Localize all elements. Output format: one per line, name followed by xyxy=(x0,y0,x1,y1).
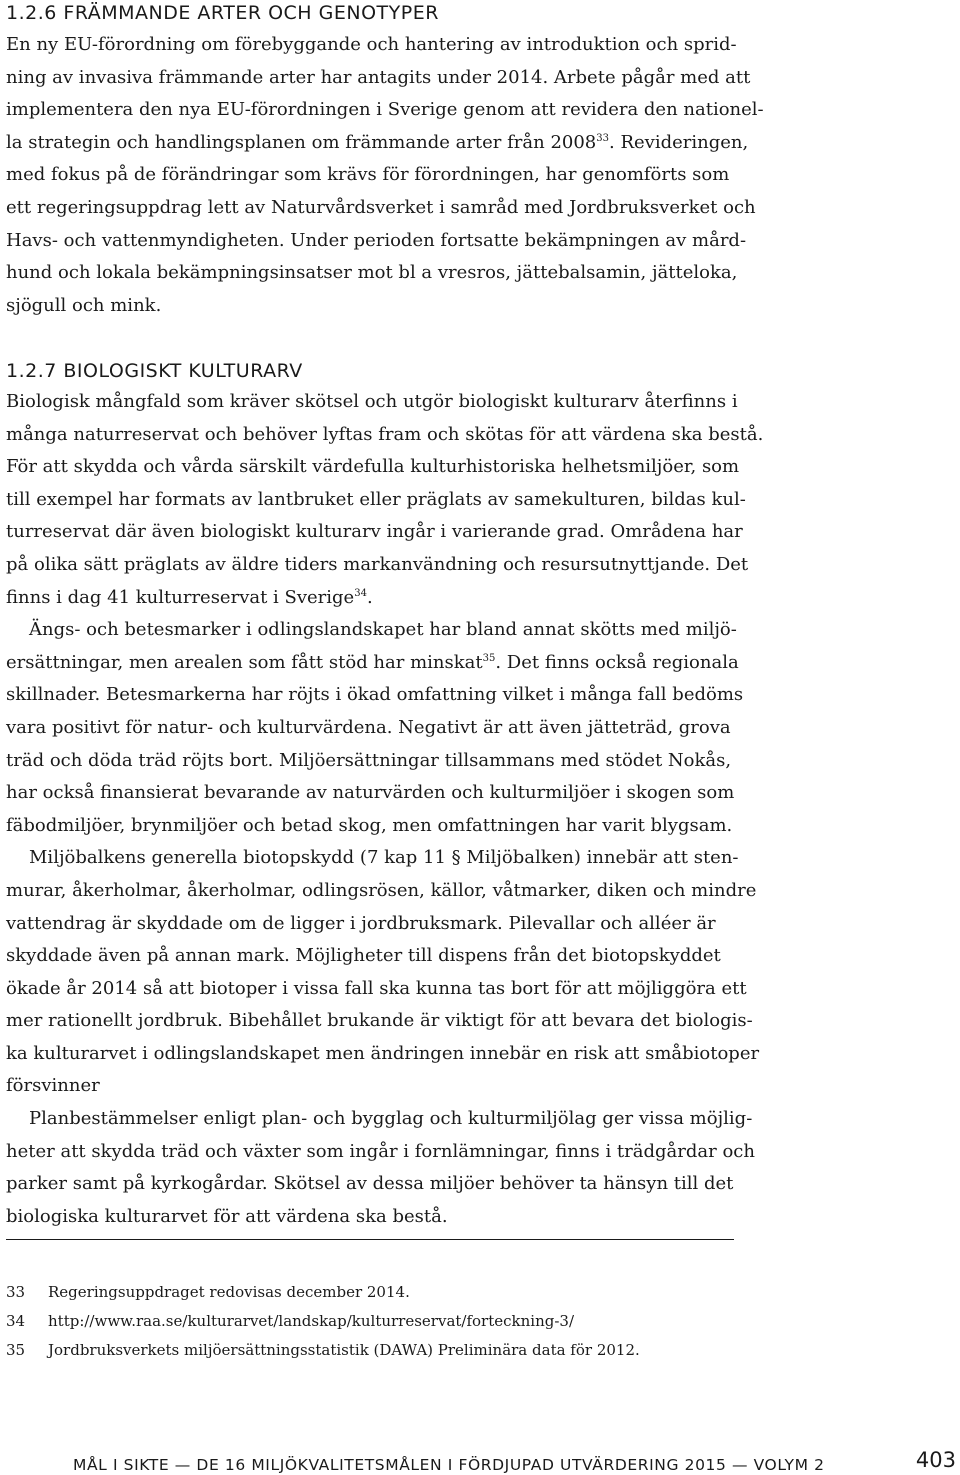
footnote-33 xyxy=(6,1278,906,1307)
text-line: finns i dag 41 kulturreservat i Sverige$^{34}$. xyxy=(6,586,373,608)
text-line: ersättningar, men arealen som fått stöd har minskat$^{35}$. Det finns också regionala xyxy=(6,651,739,673)
running-footer: MÅL I SIKTE — DE 16 MILJÖKVALITETSMÅLEN I FÖRDJUPAD UTVÄRDERING 2015 — VOLYM 2 xyxy=(73,1456,825,1474)
section-heading-biological-heritage: 1.2.7 BIOLOGISKT KULTURARV xyxy=(6,360,303,382)
footnote-link[interactable]: http://www.raa.se/kulturarvet/landskap/kulturreservat/forteckning-3/ xyxy=(48,1312,575,1330)
text-line: turreservat där även biologiskt kulturarv ingår i varierande grad. Områdena har xyxy=(6,521,743,543)
footnote-number: 33 xyxy=(6,1283,26,1301)
text-line: Miljöbalkens generella biotopskydd (7 kap 11 § Miljöbalken) innebär att sten- xyxy=(29,847,739,869)
footnote-ref-34: 34 xyxy=(354,587,367,599)
text-line: på olika sätt präglats av äldre tiders markanvändning och resursutnyttjande. Det xyxy=(6,553,749,575)
footnote-number: 34 xyxy=(6,1312,26,1330)
footnote-35 xyxy=(6,1336,906,1365)
text-line: med fokus på de förändringar som krävs för förordningen, har genomförts som xyxy=(6,164,730,186)
text-line: Biologisk mångfald som kräver skötsel och utgör biologiskt kulturarv återfinns i xyxy=(6,391,738,412)
text-line: vara positivt för natur- och kulturvärdena. Negativt är att även jätteträd, grova xyxy=(6,716,731,738)
text-line: Planbestämmelser enligt plan- och bygglag och kulturmiljölag ger vissa möjlig- xyxy=(29,1108,753,1130)
text-line: ning av invasiva främmande arter har antagits under 2014. Arbete pågår med att xyxy=(6,66,751,88)
text-line: biologiska kulturarvet för att värdena ska bestå. xyxy=(6,1205,448,1227)
text-line: mer rationellt jordbruk. Bibehållet brukande är viktigt för att bevara det biologis- xyxy=(6,1010,753,1032)
text-line: implementera den nya EU-förordningen i Sverige genom att revidera den nationel- xyxy=(6,99,764,121)
text-line: hund och lokala bekämpningsinsatser mot bl a vresros, jättebalsamin, jätteloka, xyxy=(6,262,738,284)
text-line: skyddade även på annan mark. Möjligheter till dispens från det biotopskyddet xyxy=(6,945,721,967)
section-body-invasive-species xyxy=(6,29,958,322)
text-line: parker samt på kyrkogårdar. Skötsel av dessa miljöer behöver ta hänsyn till det xyxy=(6,1173,734,1195)
footnotes xyxy=(6,1278,906,1365)
text-line: försvinner xyxy=(6,1075,100,1097)
text-line: vattendrag är skyddade om de ligger i jordbruksmark. Pilevallar och alléer är xyxy=(6,912,716,934)
paragraph xyxy=(6,614,958,842)
text-line: la strategin och handlingsplanen om främmande arter från 2008$^{33}$. Revideringen, xyxy=(6,131,749,153)
section-body-biological-heritage xyxy=(6,386,958,1233)
page-number: 403 xyxy=(915,1448,956,1472)
text-line: skillnader. Betesmarkerna har röjts i ökad omfattning vilket i många fall bedöms xyxy=(6,684,744,706)
footnote-text: Regeringsuppdraget redovisas december 2014. xyxy=(48,1283,410,1301)
text-line: ka kulturarvet i odlingslandskapet men ändringen innebär en risk att småbiotoper xyxy=(6,1042,760,1064)
text-line: För att skydda och vårda särskilt värdefulla kulturhistoriska helhetsmiljöer, som xyxy=(6,456,740,478)
text-line: Havs- och vattenmyndigheten. Under perioden fortsatte bekämpningen av mård- xyxy=(6,229,747,251)
section-heading-invasive-species: 1.2.6 FRÄMMANDE ARTER OCH GENOTYPER xyxy=(6,2,439,24)
text-line: heter att skydda träd och växter som ingår i fornlämningar, finns i trädgårdar och xyxy=(6,1140,755,1162)
footnote-divider xyxy=(6,1239,734,1240)
footnote-ref-33: 33 xyxy=(596,132,609,144)
text-line: En ny EU-förordning om förebyggande och hantering av introduktion och sprid- xyxy=(6,34,737,55)
paragraph xyxy=(6,386,958,614)
paragraph xyxy=(6,1103,958,1233)
text-line: till exempel har formats av lantbruket eller präglats av samekulturen, bildas kul- xyxy=(6,488,746,510)
paragraph xyxy=(6,29,958,322)
text-line: Ängs- och betesmarker i odlingslandskapet har bland annat skötts med miljö- xyxy=(29,619,737,641)
paragraph xyxy=(6,842,958,1103)
text-line: många naturreservat och behöver lyftas fram och skötas för att värdena ska bestå. xyxy=(6,423,764,445)
footnote-text: Jordbruksverkets miljöersättningsstatistik (DAWA) Preliminära data för 2012. xyxy=(48,1341,640,1359)
footnote-34 xyxy=(6,1307,906,1336)
text-line: ett regeringsuppdrag lett av Naturvårdsverket i samråd med Jordbruksverket och xyxy=(6,196,756,218)
text-line: träd och döda träd röjts bort. Miljöersättningar tillsammans med stödet Nokås, xyxy=(6,749,732,771)
text-line: sjögull och mink. xyxy=(6,294,162,316)
footnote-number: 35 xyxy=(6,1341,26,1359)
text-line: murar, åkerholmar, åkerholmar, odlingsrösen, källor, våtmarker, diken och mindre xyxy=(6,879,757,901)
text-line: har också finansierat bevarande av naturvärden och kulturmiljöer i skogen som xyxy=(6,782,735,804)
text-line: fäbodmiljöer, brynmiljöer och betad skog, men omfattningen har varit blygsam. xyxy=(6,814,733,836)
text-line: ökade år 2014 så att biotoper i vissa fall ska kunna tas bort för att möjliggöra ett xyxy=(6,977,747,999)
footnote-ref-35: 35 xyxy=(482,652,496,664)
